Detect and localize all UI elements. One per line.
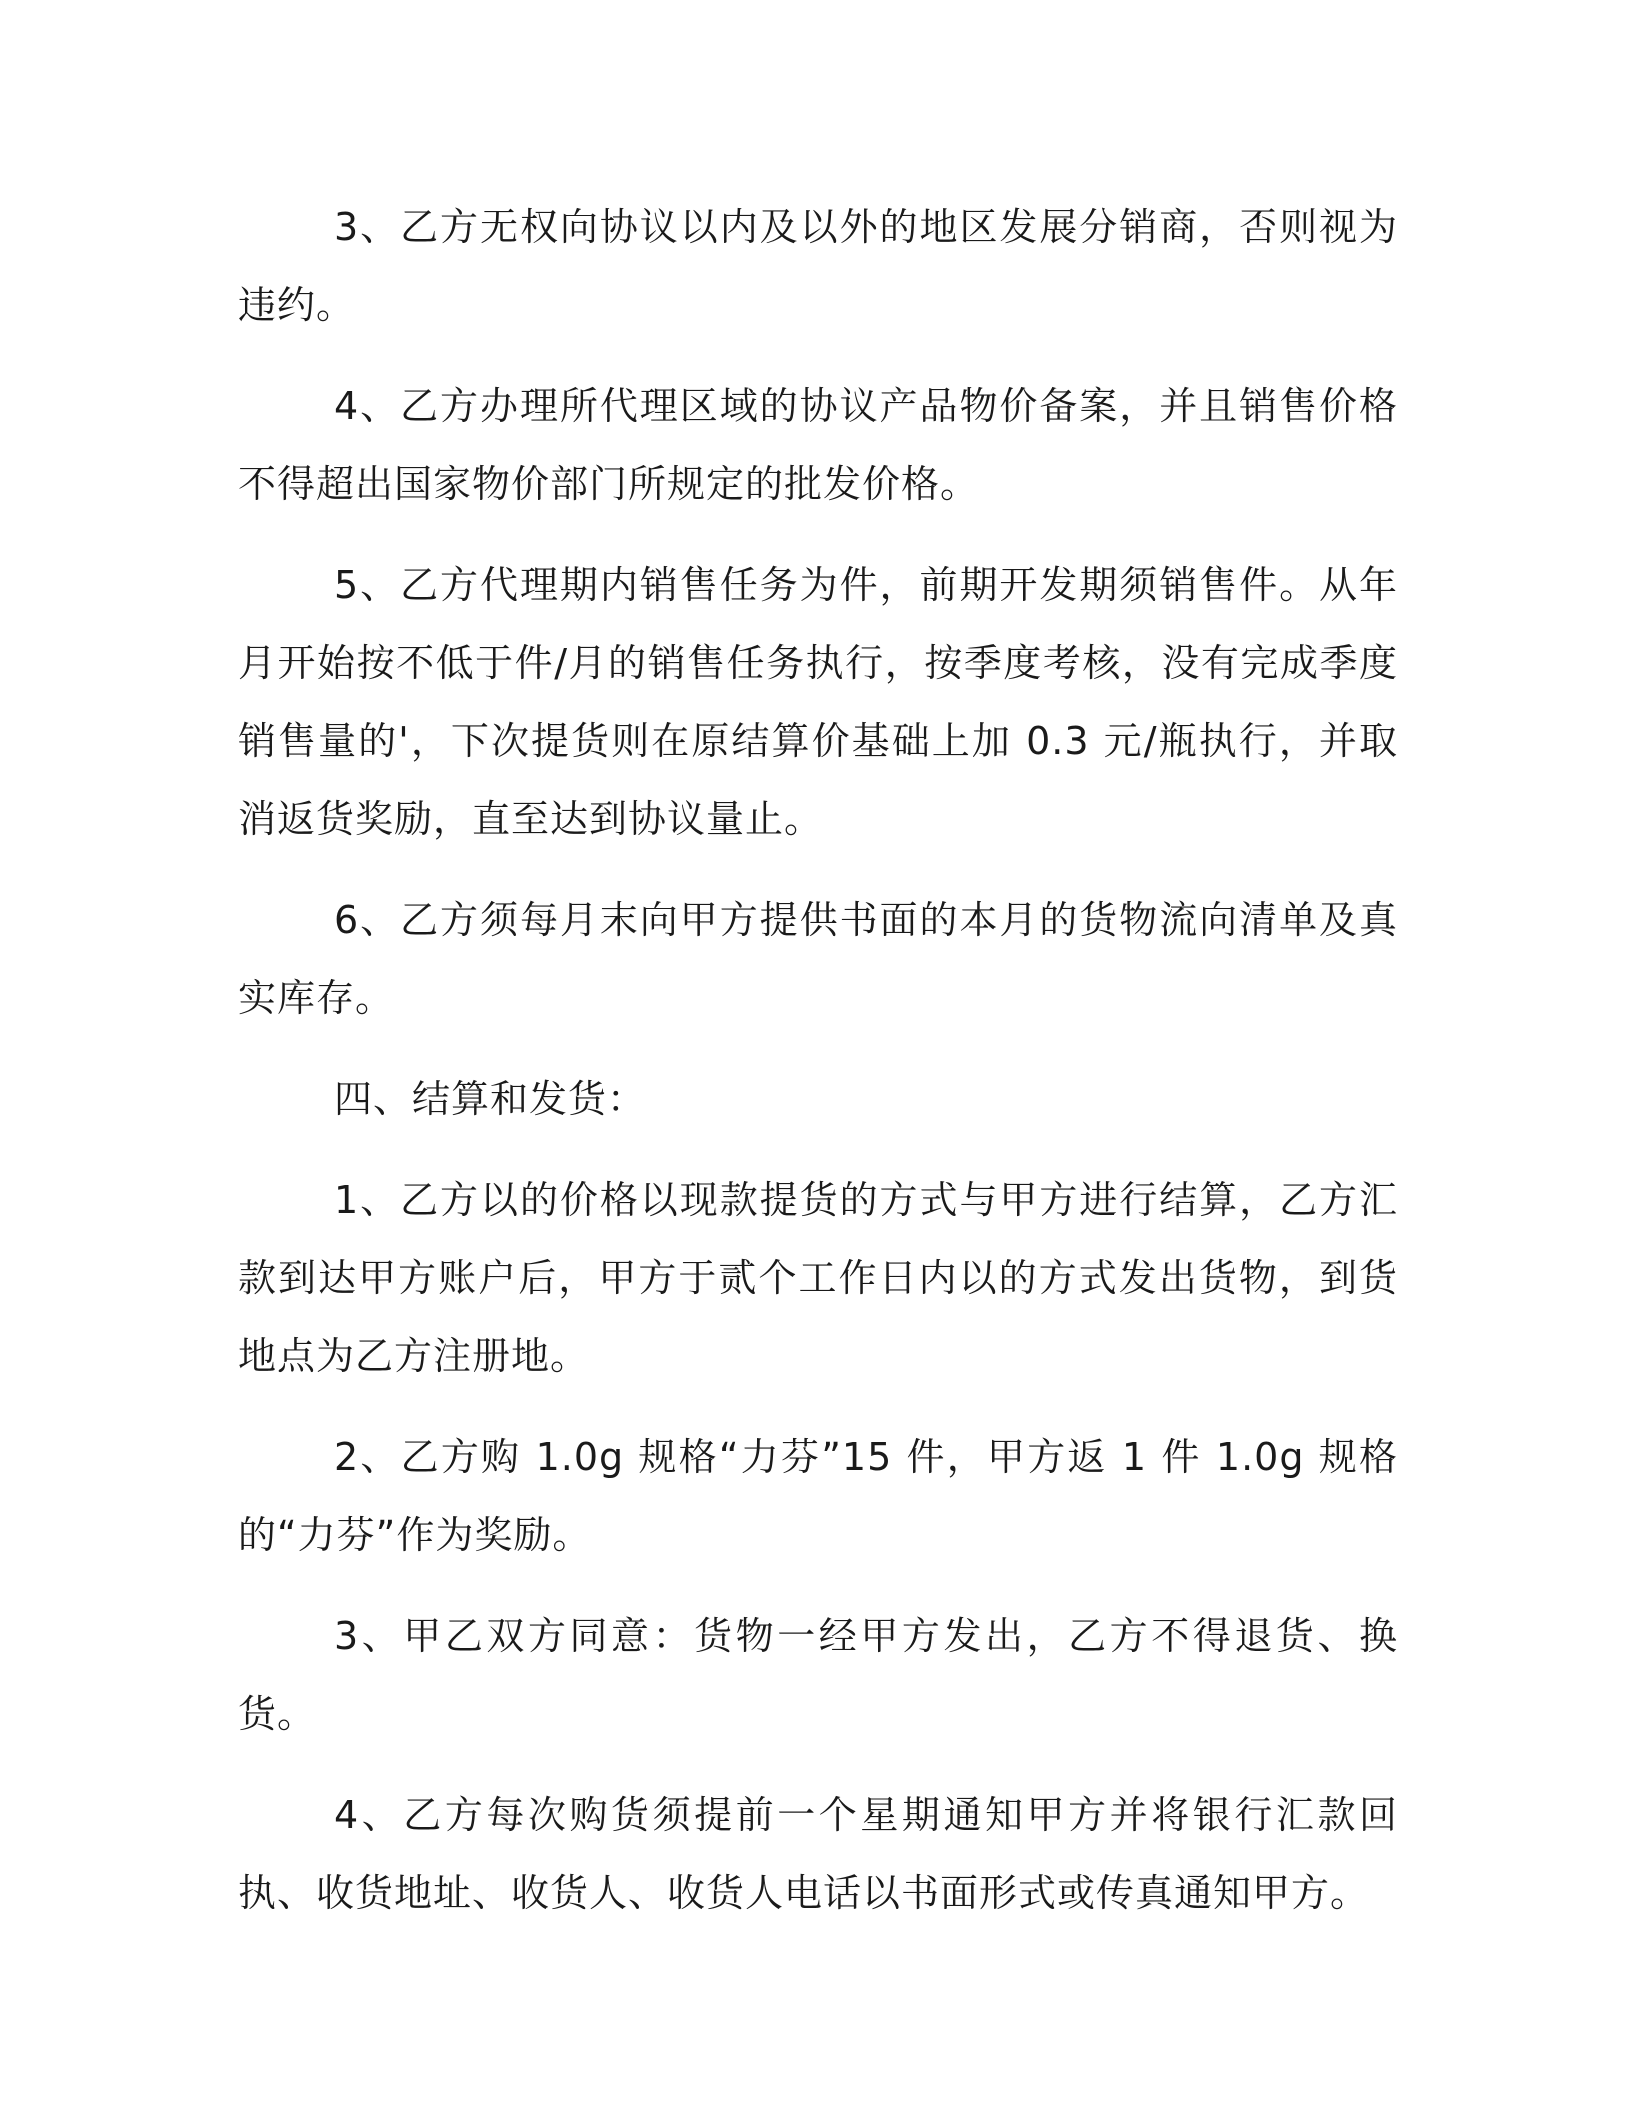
document-page <box>238 188 1398 1932</box>
settlement-clause-2: 2、乙方购 1.0g 规格“力芬”15 件，甲方返 1 件 1.0g 规格的“力芬”作为奖励。 <box>238 1435 1398 1557</box>
clause-6: 6、乙方须每月末向甲方提供书面的本月的货物流向清单及真实库存。 <box>238 898 1398 1020</box>
clause-3: 3、乙方无权向协议以内及以外的地区发展分销商，否则视为违约。 <box>238 205 1398 327</box>
settlement-clause-3: 3、甲乙双方同意：货物一经甲方发出，乙方不得退货、换货。 <box>238 1614 1398 1736</box>
settlement-clause-1: 1、乙方以的价格以现款提货的方式与甲方进行结算，乙方汇款到达甲方账户后，甲方于贰个工作日内以的方式发出货物，到货地点为乙方注册地。 <box>238 1178 1398 1378</box>
clause-5: 5、乙方代理期内销售任务为件，前期开发期须销售件。从年月开始按不低于件/月的销售任务执行，按季度考核，没有完成季度销售量的'，下次提货则在原结算价基础上加 0.3 元/瓶执行，并取消返货奖励，直至达到协议量止。 <box>238 563 1398 841</box>
settlement-clause-4: 4、乙方每次购货须提前一个星期通知甲方并将银行汇款回执、收货地址、收货人、收货人电话以书面形式或传真通知甲方。 <box>238 1793 1398 1915</box>
section-heading-settlement: 四、结算和发货： <box>334 1077 647 1121</box>
clause-4: 4、乙方办理所代理区域的协议产品物价备案，并且销售价格不得超出国家物价部门所规定的批发价格。 <box>238 384 1398 506</box>
